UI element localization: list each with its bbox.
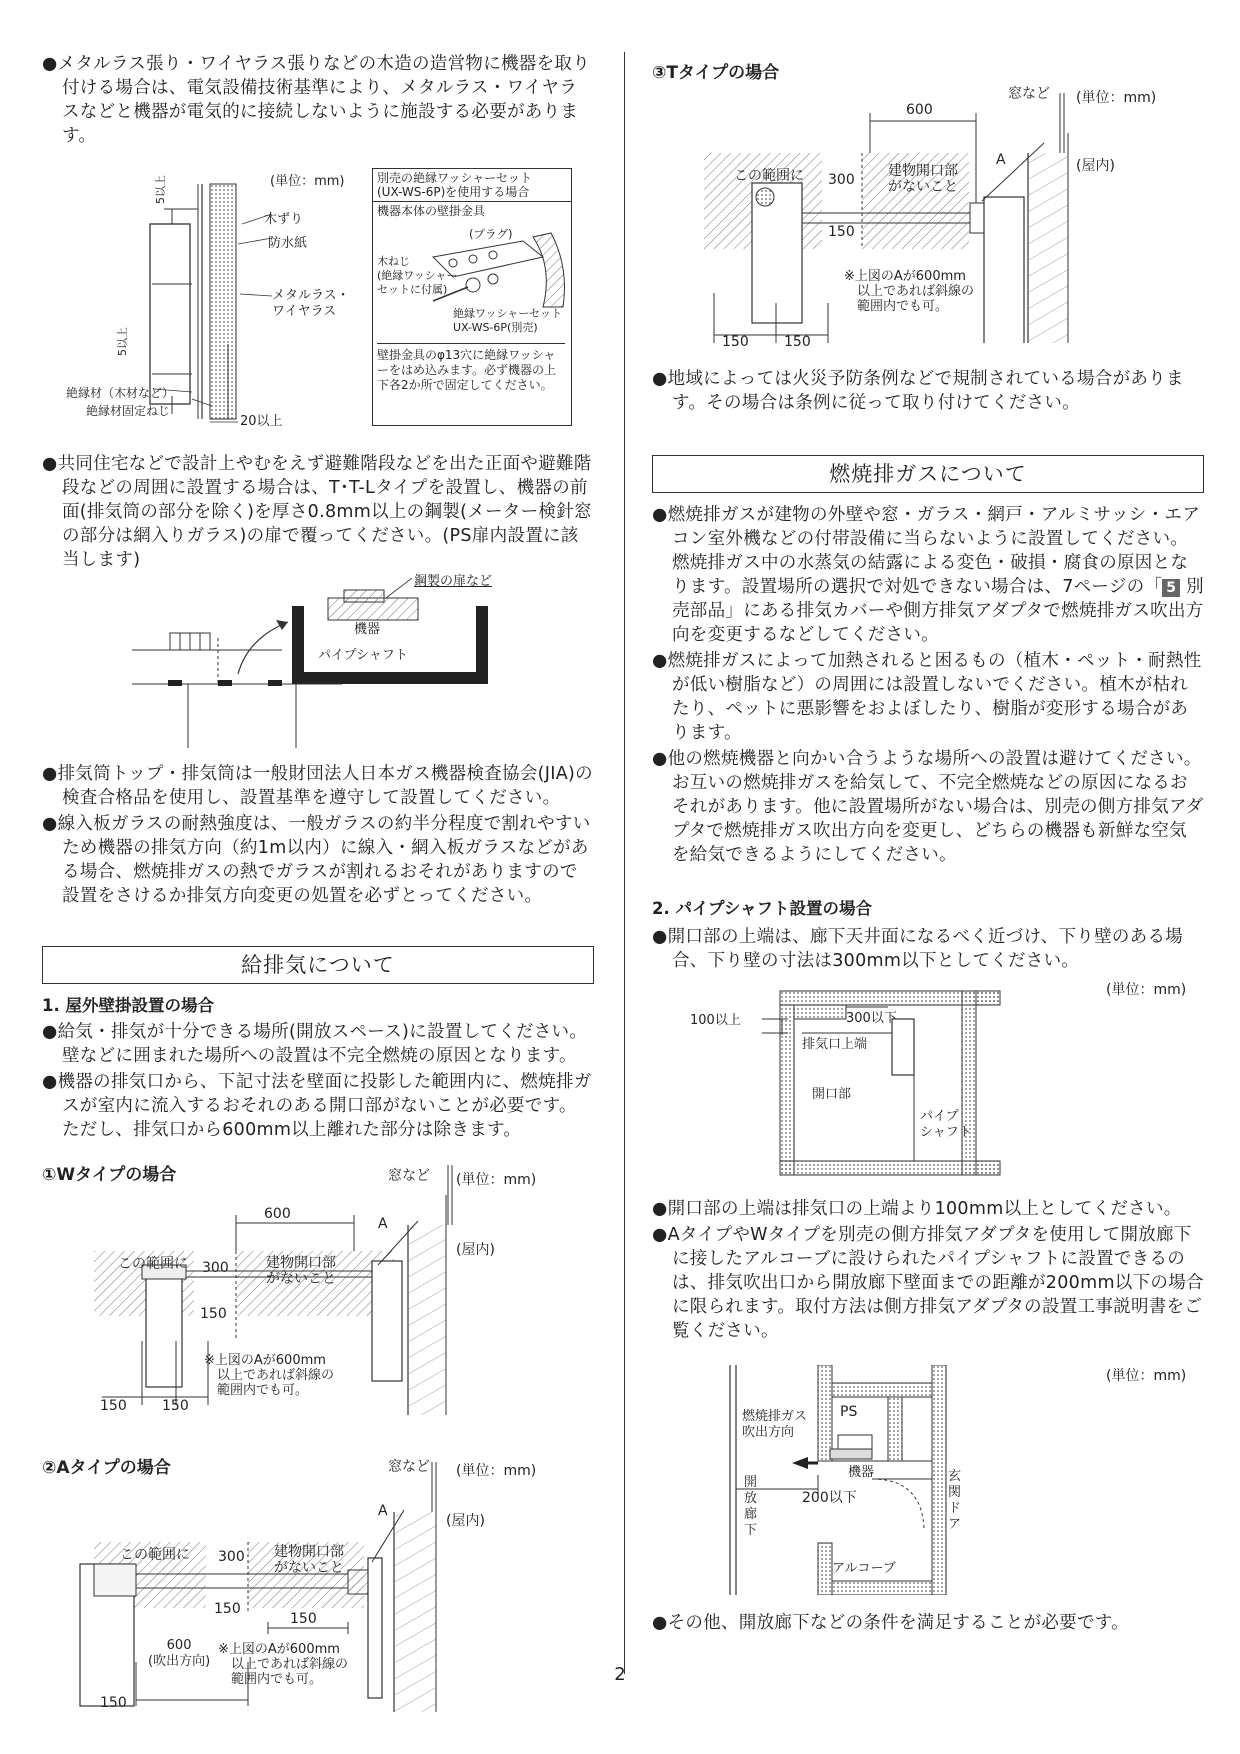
para-fire-regulation: ●地域によっては火災予防条例などで規制されている場合があります。その場合は条例に従って取り付けてください。 bbox=[652, 369, 1184, 413]
alc-exhaust-dir: 燃焼排ガス 吹出方向 bbox=[742, 1409, 808, 1440]
t-150-r: 150 bbox=[784, 334, 811, 350]
fig1-wood-screw: 木ねじ (絶縁ワッシャー セットに付属) bbox=[377, 255, 458, 296]
t-no-opening: 建物開口部 がないこと bbox=[888, 163, 958, 195]
para-metal-lath: ●メタルラス張り・ワイヤラス張りなどの木造の造営物に機器を取り付ける場合は、電気設備技術基準により、メタルラス・ワイヤラスなどと機器が電気的に接続しないように施設する必要があります。 bbox=[42, 54, 590, 146]
column-divider bbox=[624, 52, 625, 1674]
alc-unit: (単位：mm) bbox=[1106, 1368, 1187, 1384]
a-unit: (単位：mm) bbox=[456, 1463, 537, 1479]
para-facing-devices: ●他の燃焼機器と向かい合うような場所への設置は避けてください。お互いの燃焼排ガスを給気して、不完全燃焼などの原因になるおそれがあります。他に設置場所がない場合は、別売の側方排気アダプタで燃焼排ガス吹出方向を変更し、どちらの機器も新鮮な空気を給気できるようにしてください。 bbox=[652, 749, 1204, 865]
t-600: 600 bbox=[906, 102, 933, 118]
para-stairs: ●共同住宅などで設計上やむをえず避難階段などを出た正面や避難階段などの周囲に設置する場合は、T･T-Lタイプを設置し、機器の前面(排気筒の部分を除く)を厚さ0.8mm以上の鋼製(メーター検針窓の部分は網入りガラス)の扉で覆ってください。(PS扉内設置に該当します) bbox=[42, 454, 592, 570]
fig1-dim-bottom: 20以上 bbox=[240, 414, 283, 429]
fig2-door: 鋼製の扉など bbox=[414, 574, 493, 589]
pipe-shaft-drawing bbox=[652, 979, 1204, 1191]
fig1-dim-top: 5以上 bbox=[154, 175, 167, 204]
figure-w-type bbox=[42, 1165, 594, 1415]
title-t-type: ③Tタイプの場合 bbox=[652, 63, 780, 83]
fig1-washer-set: 絶縁ワッシャーセット UX-WS-6P(別売) bbox=[453, 307, 563, 334]
t-a: A bbox=[996, 152, 1006, 168]
a-150-b: 150 bbox=[100, 1695, 127, 1711]
w-600: 600 bbox=[264, 1206, 291, 1222]
alcove-drawing bbox=[652, 1365, 1204, 1595]
figure-alcove bbox=[652, 1365, 1204, 1595]
badge-section-5: 5 bbox=[1162, 579, 1180, 597]
fig1-inset-sub: 機器本体の壁掛金具 bbox=[377, 204, 486, 218]
w-window: 窓など bbox=[388, 1168, 430, 1184]
t-300: 300 bbox=[828, 172, 855, 188]
para-other-conditions: ●その他、開放廊下などの条件を満足することが必要です。 bbox=[652, 1613, 1129, 1633]
w-no-opening: 建物開口部 がないこと bbox=[266, 1255, 336, 1287]
ps-100: 100以上 bbox=[690, 1013, 741, 1028]
t-150-l: 150 bbox=[722, 334, 749, 350]
para-exhaust-walls bbox=[652, 503, 1204, 647]
fig1-paper: 防水紙 bbox=[268, 236, 308, 251]
t-indoor: (屋内) bbox=[1076, 158, 1115, 174]
ps-door-drawing bbox=[42, 578, 594, 748]
fig1-dim-mid: 5以上 bbox=[116, 327, 129, 356]
ps-300: 300以下 bbox=[846, 1011, 897, 1026]
figure-metal-lath bbox=[42, 164, 594, 434]
w-note: ※上図のAが600mm 以上であれば斜線の 範囲内でも可。 bbox=[204, 1353, 335, 1398]
ps-exhaust-top: 排気口上端 bbox=[802, 1037, 868, 1052]
figure-pipe-shaft bbox=[652, 979, 1204, 1191]
title-a-type: ②Aタイプの場合 bbox=[42, 1458, 171, 1478]
a-150-v: 150 bbox=[214, 1601, 241, 1617]
subhead-outdoor: 1. 屋外壁掛設置の場合 bbox=[42, 996, 214, 1015]
ps-shaft: パイプ シャフト bbox=[920, 1109, 972, 1140]
a-no-opening: 建物開口部 がないこと bbox=[274, 1544, 344, 1576]
t-150-v: 150 bbox=[828, 224, 855, 240]
a-window: 窓など bbox=[388, 1459, 430, 1475]
w-range: この範囲に bbox=[118, 1256, 188, 1272]
para-exhaust-walls-b: 別売部品」にある排気カバーや側方排気アダプタで燃焼排ガス吹出方向を変更するなどしてください。 bbox=[672, 577, 1204, 645]
para-no-opening: ●機器の排気口から、下記寸法を壁面に投影した範囲内に、燃焼排ガスが室内に流入するおそれのある開口部がないことが必要です。ただし、排気口から600mm以上離れた部分は除きます。 bbox=[42, 1072, 592, 1140]
section-header-exhaust: 燃焼排ガスについて bbox=[652, 455, 1204, 493]
para-open-space: ●給気・排気が十分できる場所(開放スペース)に設置してください。壁などに囲まれた場所への設置は不完全燃焼の原因となります。 bbox=[42, 1022, 588, 1066]
left-column bbox=[42, 52, 594, 1712]
a-range: この範囲に bbox=[120, 1547, 190, 1563]
fig2-unit: 機器 bbox=[354, 622, 381, 637]
fig1-plug: (プラグ) bbox=[469, 227, 513, 241]
alc-unit-label: 機器 bbox=[848, 1465, 875, 1480]
a-indoor: (屋内) bbox=[446, 1513, 485, 1529]
t-note: ※上図のAが600mm 以上であれば斜線の 範囲内でも可。 bbox=[844, 269, 975, 314]
para-alcove: ●AタイプやWタイプを別売の側方排気アダプタを使用して開放廊下に接したアルコーブに設けられたパイプシャフトに設置できるのは、排気吹出口から開放廊下壁面までの距離が200mm以下の場合に限られます。取付方法は側方排気アダプタの設置工事説明書をご覧ください。 bbox=[652, 1225, 1204, 1341]
fig1-inset-note: 壁掛金具のφ13穴に絶縁ワッシャーをはめ込みます。必ず機器の上下各2か所で固定してください。 bbox=[377, 343, 565, 393]
para-heat-sensitive: ●燃焼排ガスによって加熱されると困るもの（植木・ペット・耐熱性が低い樹脂など）の周囲には設置しないでください。植木が枯れたり、ペットに悪影響をおよぼしたり、樹脂が変形する場合があります。 bbox=[652, 651, 1202, 743]
w-150-r: 150 bbox=[162, 1398, 189, 1414]
fig1-inset bbox=[372, 168, 572, 426]
alc-alcove: アルコーブ bbox=[832, 1561, 896, 1576]
para-100mm: ●開口部の上端は排気口の上端より100mm以上としてください。 bbox=[652, 1199, 1182, 1219]
section-header-air: 給排気について bbox=[42, 946, 594, 984]
w-a: A bbox=[378, 1216, 388, 1232]
fig1-unit: (単位：mm) bbox=[270, 174, 345, 189]
right-column bbox=[652, 52, 1204, 1637]
page-number: 2 bbox=[614, 1664, 626, 1685]
w-300: 300 bbox=[202, 1260, 229, 1276]
a-blow: 600 (吹出方向) bbox=[148, 1638, 211, 1669]
figure-t-type bbox=[652, 73, 1204, 350]
w-150-l: 150 bbox=[100, 1398, 127, 1414]
alc-ps: PS bbox=[840, 1404, 858, 1420]
alc-corridor: 開 放 廊 下 bbox=[744, 1475, 758, 1538]
fig1-insulation: 絶縁材（木材など） bbox=[66, 386, 175, 400]
t-unit: (単位：mm) bbox=[1076, 90, 1157, 106]
a-150-h: 150 bbox=[290, 1611, 317, 1627]
alc-200: 200以下 bbox=[802, 1490, 857, 1506]
fig1-inset-title: 別売の絶縁ワッシャーセット (UX-WS-6P)を使用する場合 bbox=[373, 169, 571, 202]
para-glass: ●線入板ガラスの耐熱強度は、一般ガラスの約半分程度で割れやすいため機器の排気方向（約1m以内）に線入・網入板ガラスなどがある場合、燃焼排ガスの熱でガラスが割れるおそれがありますので設置をさけるか排気方向変更の処置を必ずとってください。 bbox=[42, 814, 591, 906]
para-exhaust-walls-a: ●燃焼排ガスが建物の外壁や窓・ガラス・網戸・アルミサッシ・エアコン室外機などの付帯設備に当らないように設置してください。燃焼排ガス中の水蒸気の結露による変色・破損・腐食の原因となります。設置場所の選択で対処できない場合は、7ページの「 bbox=[652, 505, 1200, 597]
para-opening-top: ●開口部の上端は、廊下天井面になるべく近づけ、下り壁のある場合、下り壁の寸法は300mm以下としてください。 bbox=[652, 927, 1184, 971]
subhead-pipe-shaft: 2. パイプシャフト設置の場合 bbox=[652, 899, 873, 918]
a-note: ※上図のAが600mm 以上であれば斜線の 範囲内でも可。 bbox=[218, 1642, 349, 1687]
w-unit: (単位：mm) bbox=[456, 1172, 537, 1188]
fig2-shaft: パイプシャフト bbox=[318, 648, 408, 663]
fig1-lath: メタルラス・ ワイヤラス bbox=[272, 288, 350, 319]
alc-door: 玄 関 ド ア bbox=[948, 1469, 962, 1532]
w-150-v: 150 bbox=[200, 1306, 227, 1322]
para-jia: ●排気筒トップ・排気筒は一般財団法人日本ガス機器検査協会(JIA)の検査合格品を使用し、設置基準を遵守して設置してください。 bbox=[42, 764, 593, 808]
fig1-wood: 木ずり bbox=[264, 212, 304, 227]
w-indoor: (屋内) bbox=[456, 1242, 495, 1258]
a-300: 300 bbox=[218, 1549, 245, 1565]
figure-ps-door bbox=[42, 574, 594, 748]
title-w-type: ①Wタイプの場合 bbox=[42, 1165, 177, 1185]
a-a: A bbox=[378, 1503, 388, 1519]
t-range: この範囲に bbox=[734, 168, 804, 184]
ps-opening: 開口部 bbox=[812, 1087, 852, 1102]
ps-unit: (単位：mm) bbox=[1106, 982, 1187, 998]
fig1-screw: 絶縁材固定ねじ bbox=[86, 404, 171, 418]
t-window: 窓など bbox=[1008, 86, 1050, 102]
